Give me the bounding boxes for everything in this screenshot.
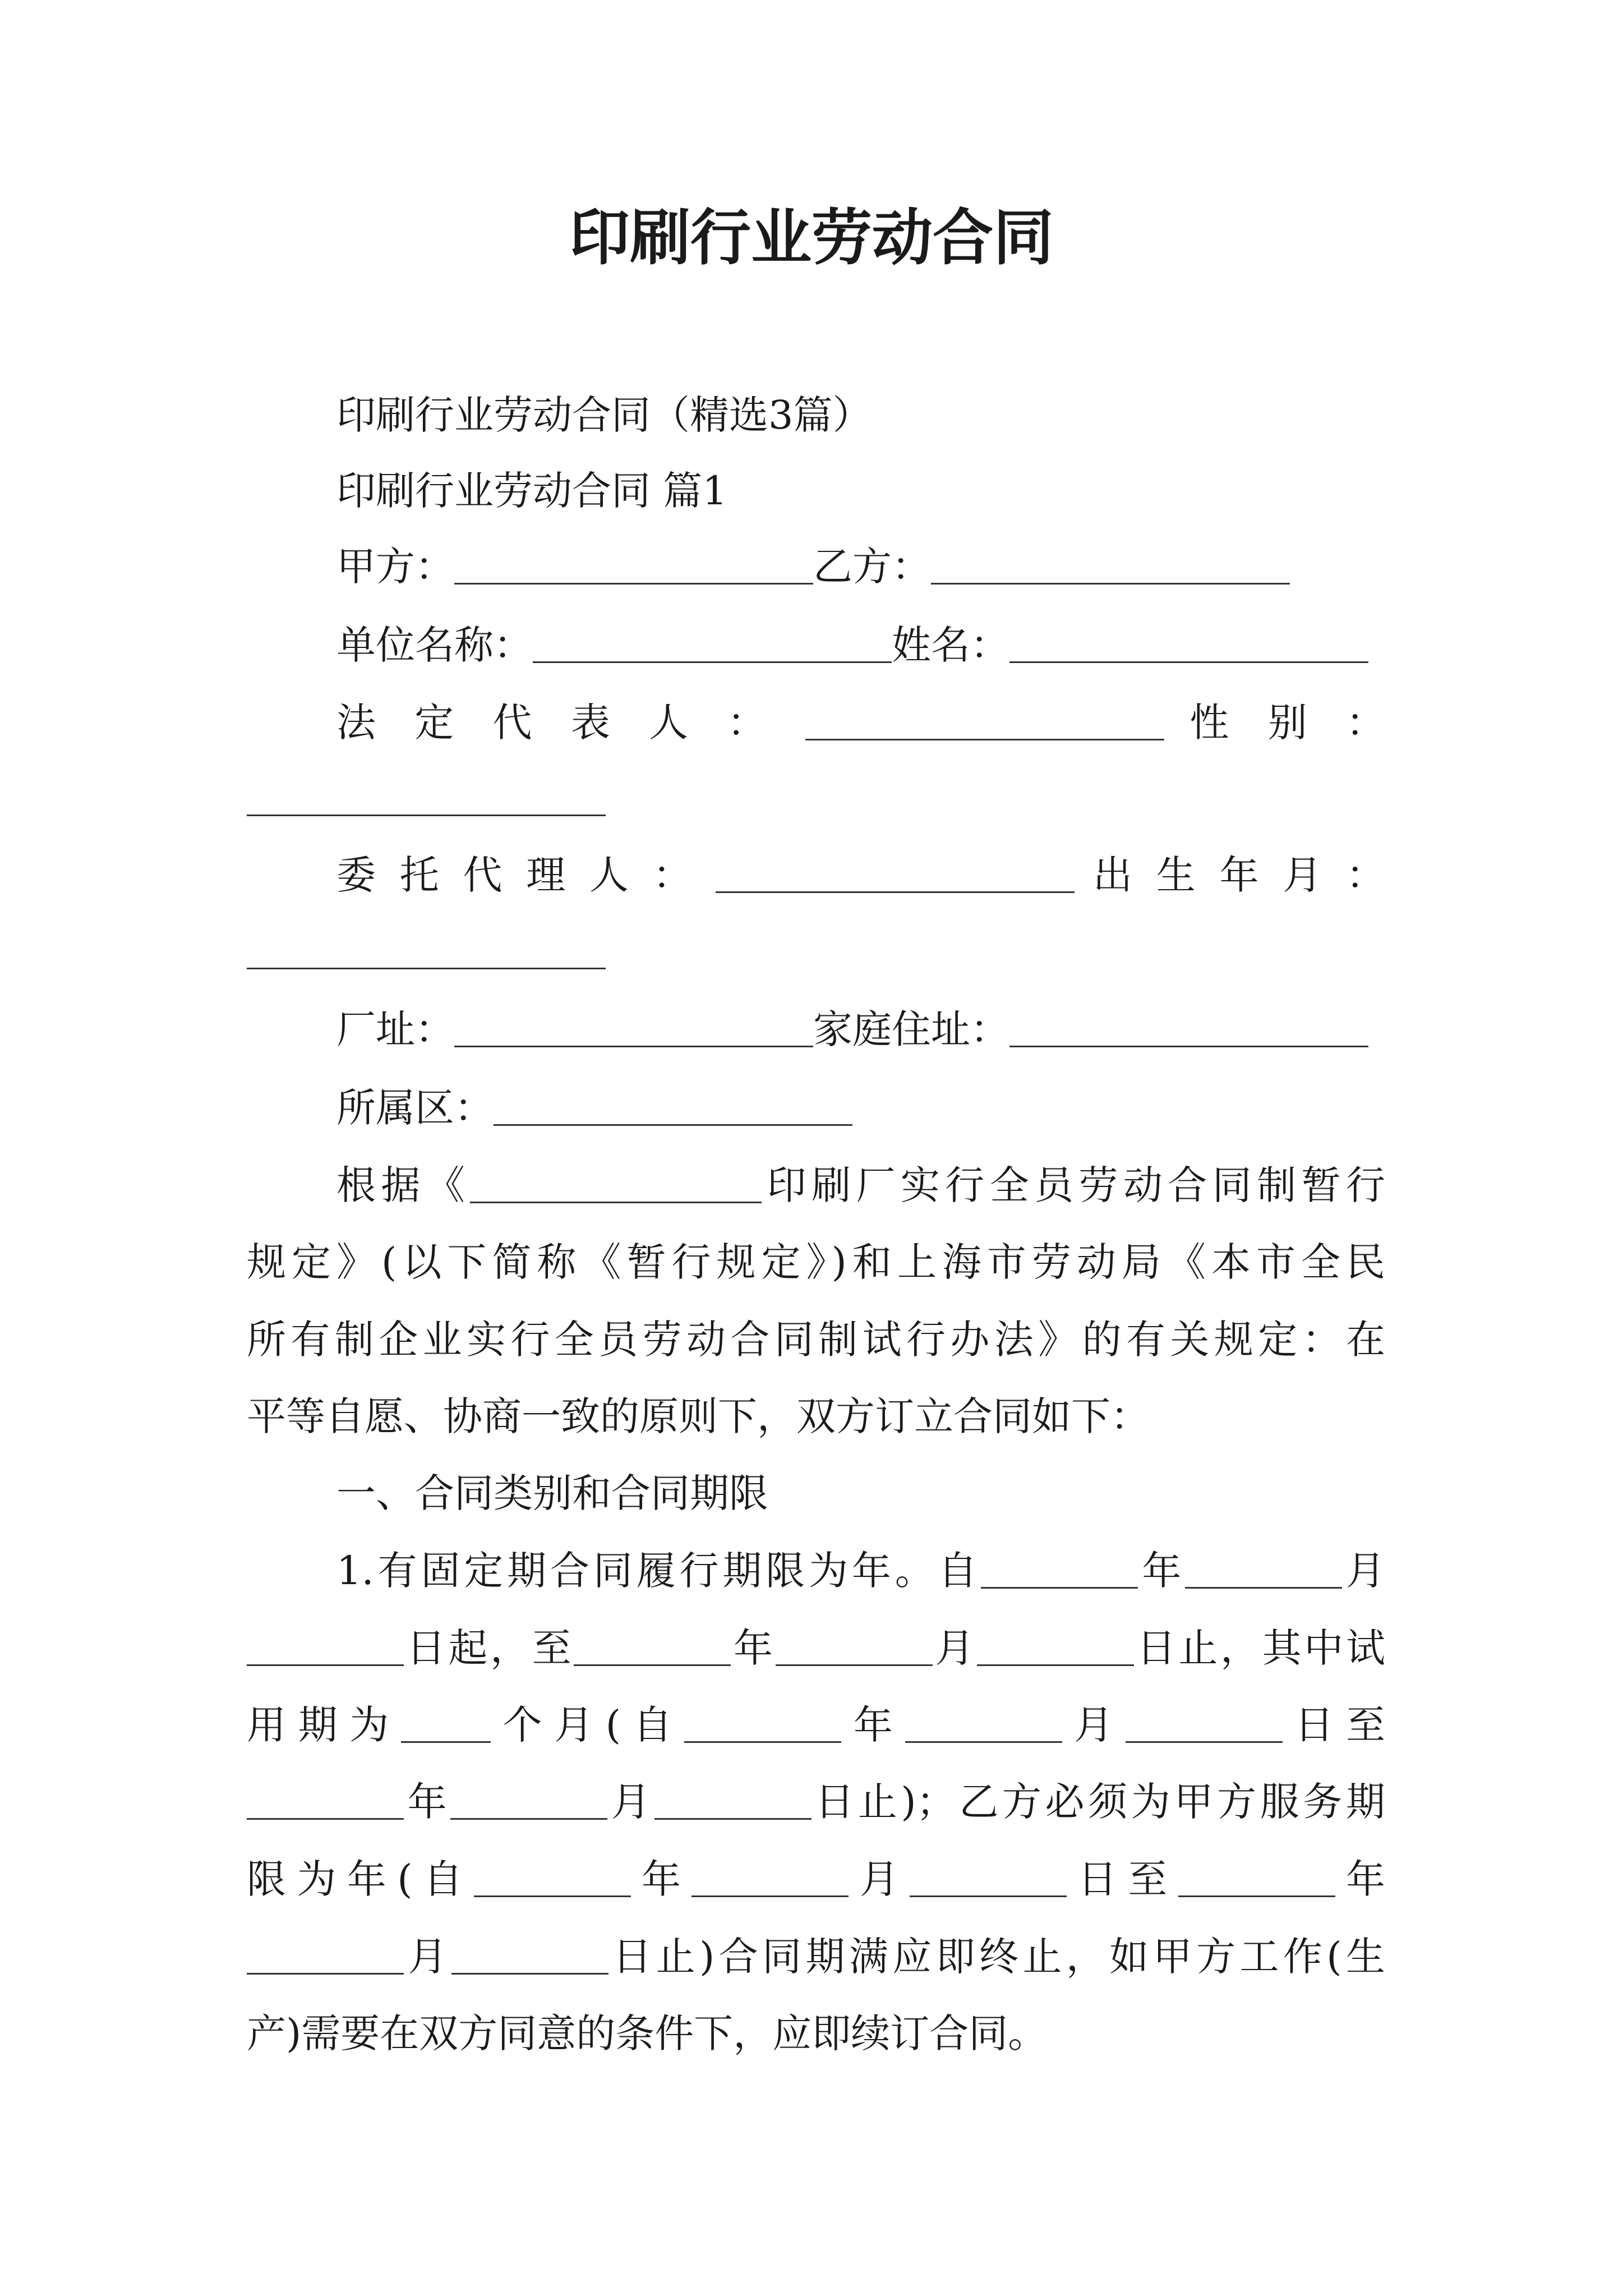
end-day-blank[interactable] bbox=[977, 1625, 1134, 1666]
gender-label: 性 别 ： bbox=[1189, 700, 1385, 746]
legal-rep-line bbox=[336, 694, 1385, 751]
document-title: 印刷行业劳动合同 bbox=[569, 203, 1054, 273]
section-heading: 印刷行业劳动合同 篇1 bbox=[336, 468, 727, 514]
birth-label: 出 生 年 月 ： bbox=[1092, 852, 1385, 898]
probation-end-month-blank[interactable] bbox=[450, 1779, 607, 1820]
party-line bbox=[336, 539, 1385, 595]
district-blank[interactable] bbox=[494, 1085, 852, 1126]
probation-months-blank[interactable] bbox=[401, 1702, 491, 1743]
name-label: 姓名： bbox=[892, 622, 1009, 668]
paragraph-2-line-2: 日起，至 年 月 日止，其中试 bbox=[247, 1620, 1385, 1676]
factory-address-blank[interactable] bbox=[454, 1006, 813, 1047]
name-blank[interactable] bbox=[1009, 622, 1368, 663]
printing-factory-blank[interactable] bbox=[470, 1162, 762, 1203]
factory-address-label: 厂址： bbox=[336, 1006, 454, 1052]
probation-start-day-blank[interactable] bbox=[1126, 1702, 1283, 1743]
district-line bbox=[336, 1080, 1385, 1136]
start-day-blank[interactable] bbox=[247, 1625, 404, 1666]
service-start-month-blank[interactable] bbox=[691, 1856, 849, 1897]
party-b-blank[interactable] bbox=[931, 544, 1290, 585]
birth-blank[interactable] bbox=[247, 968, 606, 969]
district-label: 所属区： bbox=[336, 1085, 494, 1131]
paragraph-2-line-6: 月 日止)合同期满应即终止，如甲方工作(生 bbox=[247, 1929, 1385, 1985]
agent-label: 委 托 代 理 人 ： bbox=[336, 852, 698, 898]
service-start-year-blank[interactable] bbox=[474, 1856, 631, 1897]
probation-end-day-blank[interactable] bbox=[654, 1779, 811, 1820]
paragraph-2-line-3: 用期为 个月(自 年 月 日至 bbox=[247, 1702, 1386, 1748]
party-a-blank[interactable] bbox=[454, 544, 813, 585]
start-month-blank[interactable] bbox=[1185, 1548, 1342, 1589]
service-start-day-blank[interactable] bbox=[910, 1856, 1067, 1897]
party-a-label: 甲方： bbox=[336, 544, 454, 590]
gender-blank[interactable] bbox=[247, 815, 606, 816]
probation-start-year-blank[interactable] bbox=[684, 1702, 841, 1743]
heading-1: 一、合同类别和合同期限 bbox=[336, 1470, 768, 1516]
paragraph-2-line-7: 产)需要在双方同意的条件下，应即续订合同。 bbox=[247, 2010, 1048, 2056]
unit-name-line bbox=[336, 617, 1385, 673]
unit-name-label: 单位名称： bbox=[336, 622, 533, 668]
end-year-blank[interactable] bbox=[574, 1625, 731, 1666]
probation-end-year-blank[interactable] bbox=[247, 1779, 404, 1820]
paragraph-1-line-2: 规定》(以下简称《暂行规定》)和上海市劳动局《本市全民 bbox=[247, 1239, 1385, 1285]
service-end-year-blank[interactable] bbox=[1178, 1856, 1335, 1897]
service-end-day-blank[interactable] bbox=[451, 1934, 608, 1975]
paragraph-2-line-5: 限为年(自 年 月 日至 年 bbox=[247, 1856, 1385, 1902]
start-year-blank[interactable] bbox=[981, 1548, 1138, 1589]
legal-rep-label: 法 定 代 表 人 ： bbox=[336, 700, 780, 746]
subtitle: 印刷行业劳动合同（精选3篇） bbox=[336, 392, 872, 438]
paragraph-1-line-4: 平等自愿、协商一致的原则下，双方订立合同如下： bbox=[247, 1393, 1150, 1439]
unit-name-blank[interactable] bbox=[533, 622, 892, 663]
paragraph-1-line-1: 根据《 印刷厂实行全员劳动合同制暂行 bbox=[336, 1162, 1386, 1208]
paragraph-2-line-1: 1.有固定期合同履行期限为年。自 年 月 bbox=[336, 1548, 1386, 1594]
legal-rep-blank[interactable] bbox=[805, 700, 1164, 740]
end-month-blank[interactable] bbox=[776, 1625, 933, 1666]
service-end-month-blank[interactable] bbox=[247, 1934, 404, 1975]
agent-blank[interactable] bbox=[716, 852, 1075, 893]
home-address-blank[interactable] bbox=[1009, 1006, 1368, 1047]
probation-start-month-blank[interactable] bbox=[905, 1702, 1062, 1743]
agent-line bbox=[336, 847, 1385, 903]
party-b-label: 乙方： bbox=[813, 544, 931, 590]
paragraph-1-line-3: 所有制企业实行全员劳动合同制试行办法》的有关规定：在 bbox=[247, 1317, 1385, 1363]
home-address-label: 家庭住址： bbox=[813, 1006, 1009, 1052]
address-line bbox=[336, 1001, 1385, 1057]
paragraph-2-line-4: 年 月 日止)；乙方必须为甲方服务期 bbox=[247, 1774, 1385, 1830]
